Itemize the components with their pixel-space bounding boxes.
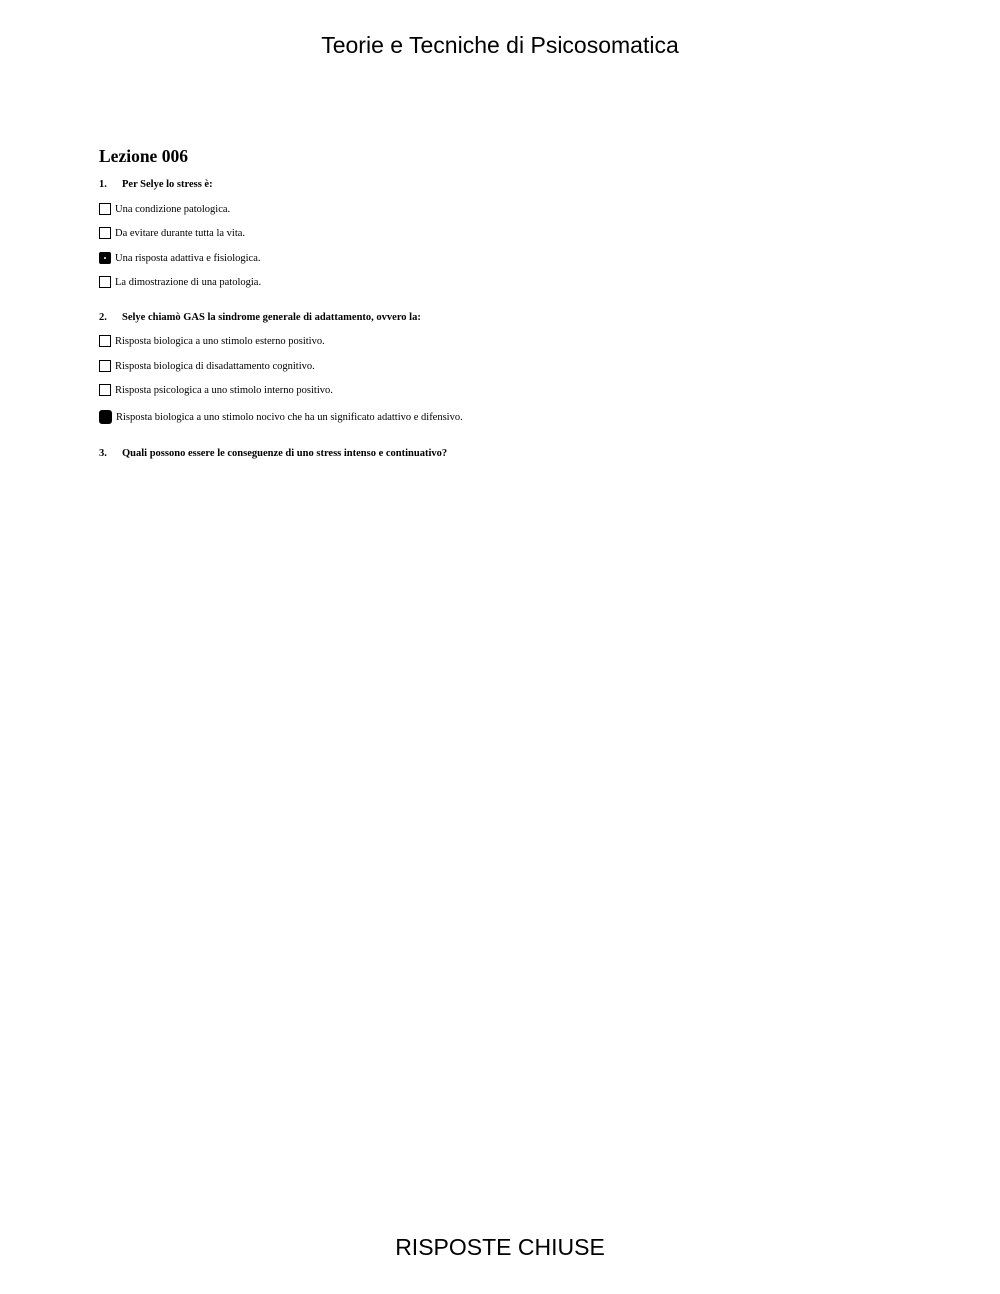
question-number: 1. bbox=[99, 179, 107, 190]
answer-option[interactable] bbox=[99, 335, 325, 347]
checkbox[interactable] bbox=[99, 276, 111, 288]
question-2 bbox=[99, 312, 421, 323]
answer-option[interactable] bbox=[99, 276, 261, 288]
answer-label: Da evitare durante tutta la vita. bbox=[115, 227, 246, 239]
answer-option-selected[interactable] bbox=[99, 252, 261, 264]
checkbox[interactable] bbox=[99, 360, 111, 372]
answer-option-selected[interactable] bbox=[99, 410, 463, 424]
answer-option[interactable] bbox=[99, 227, 245, 239]
answer-option[interactable] bbox=[99, 360, 315, 372]
question-text: Per Selye lo stress è: bbox=[122, 179, 213, 190]
question-text: Quali possono essere le conseguenze di uno stress intenso e continuativo? bbox=[122, 448, 448, 459]
document-title: Teorie e Tecniche di Psicosomatica bbox=[321, 32, 679, 58]
question-1 bbox=[99, 179, 213, 190]
checkbox-checked[interactable] bbox=[99, 252, 111, 264]
lesson-title: Lezione 006 bbox=[99, 146, 188, 166]
question-text: Selye chiamò GAS la sindrome generale di adattamento, ovvero la: bbox=[122, 312, 421, 323]
question-number: 3. bbox=[99, 448, 107, 459]
answer-label: Risposta biologica di disadattamento cognitivo. bbox=[115, 360, 315, 372]
section-footer: RISPOSTE CHIUSE bbox=[395, 1234, 605, 1260]
question-number: 2. bbox=[99, 312, 107, 323]
answer-label: Una risposta adattiva e fisiologica. bbox=[115, 252, 261, 264]
answer-label: Risposta biologica a uno stimolo esterno positivo. bbox=[115, 335, 325, 347]
answer-label: La dimostrazione di una patologia. bbox=[115, 276, 262, 288]
checkbox-checked[interactable] bbox=[99, 410, 112, 424]
answer-label: Risposta psicologica a uno stimolo interno positivo. bbox=[115, 384, 333, 396]
question-3 bbox=[99, 448, 447, 459]
checkbox[interactable] bbox=[99, 384, 111, 396]
answer-option[interactable] bbox=[99, 203, 230, 215]
answer-label: Una condizione patologica. bbox=[115, 203, 231, 215]
answer-label: Risposta biologica a uno stimolo nocivo che ha un significato adattivo e difensivo. bbox=[116, 411, 463, 423]
answer-option[interactable] bbox=[99, 384, 333, 396]
checkbox[interactable] bbox=[99, 335, 111, 347]
checkbox[interactable] bbox=[99, 203, 111, 215]
checkbox[interactable] bbox=[99, 227, 111, 239]
